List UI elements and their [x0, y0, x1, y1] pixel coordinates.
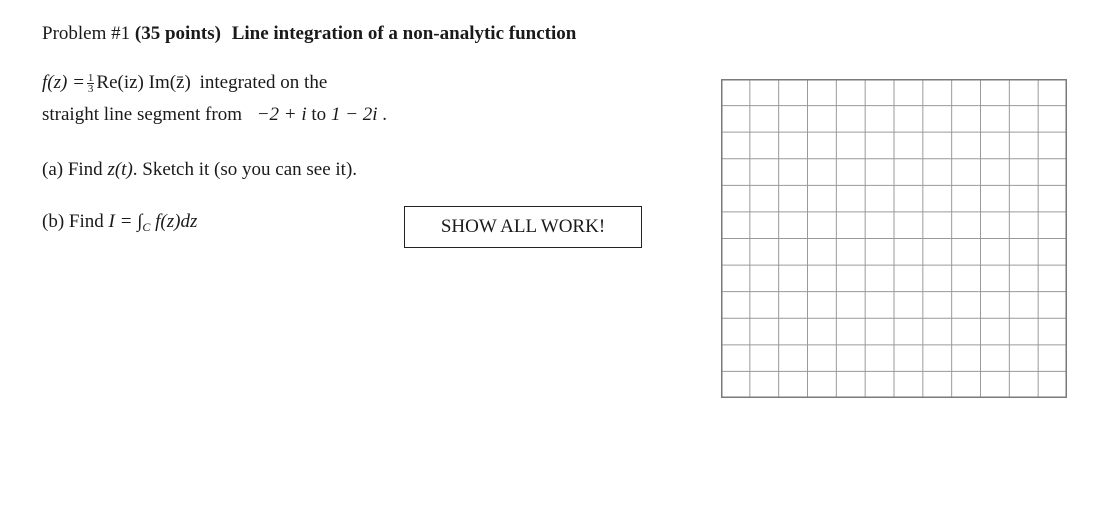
part-b-integral: I = ∫: [108, 211, 143, 232]
contour-subscript: C: [142, 220, 151, 234]
statement-line-2: [42, 104, 387, 126]
statement-line2-prefix: straight line segment from: [42, 104, 242, 125]
to-word: to: [311, 104, 327, 125]
problem-heading: [42, 23, 576, 45]
part-b-integrand: f(z)dz: [155, 211, 198, 232]
end-point: 1 − 2i: [330, 104, 378, 125]
part-b-label: (b) Find: [42, 211, 104, 232]
one-third-fraction: $\frac{1}{3}$: [87, 72, 94, 96]
show-all-work-text: SHOW ALL WORK!: [440, 216, 606, 237]
function-rhs: Re(iz) Im(z̄): [96, 72, 191, 93]
end-period: .: [382, 104, 388, 125]
statement-line1-tail: integrated on the: [199, 72, 328, 93]
start-point: −2 + i: [256, 104, 307, 125]
graph-paper-grid: [721, 79, 1067, 398]
problem-points: (35 points): [134, 23, 221, 44]
part-a: [42, 159, 357, 181]
show-all-work-callout: [404, 206, 642, 248]
statement-line-1: [42, 72, 327, 94]
part-a-label: (a) Find: [42, 159, 103, 180]
function-lhs: f(z) =: [42, 72, 85, 93]
problem-title: Line integration of a non-analytic function: [231, 23, 577, 44]
part-a-expression: z(t): [107, 159, 133, 180]
part-a-tail: . Sketch it (so you can see it).: [132, 159, 358, 180]
problem-label: Problem #1: [42, 23, 131, 44]
part-b: [42, 211, 197, 235]
